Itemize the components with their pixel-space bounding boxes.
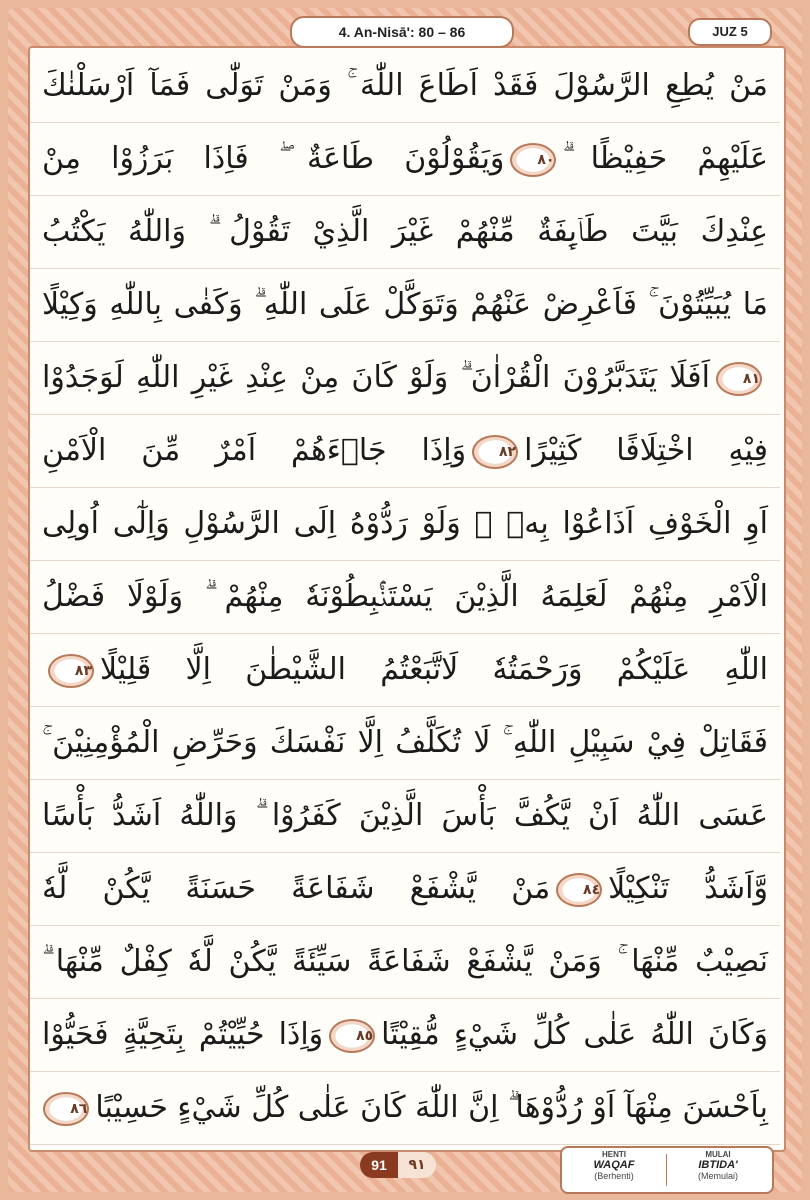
text-line-5: ٨١اَفَلَا يَتَدَبَّرُوْنَ الْقُرْاٰنَ ۗ وَلَوْ كَانَ مِنْ عِنْدِ غَيْرِ اللّٰهِ لَوَجَدُوْا (30, 342, 780, 415)
text-line-8: الْاَمْرِ مِنْهُمْ لَعَلِمَهُ الَّذِيْنَ يَسْتَنْۢبِطُوْنَهٗ مِنْهُمْ ۗ وَلَوْلَا فَضْلُ (30, 561, 780, 634)
text-line-15: بِاَحْسَنَ مِنْهَآ اَوْ رُدُّوْهَا ۗ اِنَّ اللّٰهَ كَانَ عَلٰى كُلِّ شَيْءٍ حَسِيْبًا٨٦ (30, 1072, 780, 1145)
text-line-9: اللّٰهِ عَلَيْكُمْ وَرَحْمَتُهٗ لَاتَّبَعْتُمُ الشَّيْطٰنَ اِلَّا قَلِيْلًا٨٣ (30, 634, 780, 707)
ayah-marker-86: ٨٦ (43, 1092, 89, 1126)
ayah-marker-81: ٨١ (716, 362, 762, 396)
text-line-6: فِيْهِ اخْتِلَافًا كَثِيْرًا٨٢وَاِذَا جَاۤءَهُمْ اَمْرٌ مِّنَ الْاَمْنِ (30, 415, 780, 488)
ayah-marker-82: ٨٢ (472, 435, 518, 469)
text-line-2: عَلَيْهِمْ حَفِيْظًا ۗ٨٠وَيَقُوْلُوْنَ طَاعَةٌ ۖ فَاِذَا بَرَزُوْا مِنْ (30, 123, 780, 196)
quran-text-lines (30, 50, 780, 1130)
text-line-14: وَكَانَ اللّٰهُ عَلٰى كُلِّ شَيْءٍ مُّقِيْتًا٨٥وَاِذَا حُيِّيْتُمْ بِتَحِيَّةٍ فَحَيُّوْا (30, 999, 780, 1072)
text-line-3: عِنْدِكَ بَيَّتَ طَاۤىِٕفَةٌ مِّنْهُمْ غَيْرَ الَّذِيْ تَقُوْلُ ۗ وَاللّٰهُ يَكْتُبُ (30, 196, 780, 269)
surah-title: 4. An-Nisā': 80 – 86 (290, 16, 514, 48)
text-line-10: فَقَاتِلْ فِيْ سَبِيْلِ اللّٰهِ ۚ لَا تُكَلَّفُ اِلَّا نَفْسَكَ وَحَرِّضِ الْمُؤْمِنِيْنَ ۚ (30, 707, 780, 780)
page-number-latin: 91 (360, 1152, 398, 1178)
juz-badge: JUZ 5 (688, 18, 772, 46)
legend-waqaf: HENTI WAQAF (Berhenti) (593, 1150, 635, 1181)
text-line-4: مَا يُبَيِّتُوْنَ ۚ فَاَعْرِضْ عَنْهُمْ وَتَوَكَّلْ عَلَى اللّٰهِ ۗ وَكَفٰى بِاللّٰهِ وَكِيْلًا (30, 269, 780, 342)
legend-ibtida: MULAI IBTIDA' (Memulai) (697, 1150, 738, 1181)
text-line-13: نَصِيْبٌ مِّنْهَا ۚ وَمَنْ يَّشْفَعْ شَفَاعَةً سَيِّئَةً يَّكُنْ لَّهٗ كِفْلٌ مِّنْهَا ۗ (30, 926, 780, 999)
ayah-marker-85: ٨٥ (329, 1019, 375, 1053)
text-line-7: اَوِ الْخَوْفِ اَذَاعُوْا بِهٖ ۗ وَلَوْ رَدُّوْهُ اِلَى الرَّسُوْلِ وَاِلٰٓى اُولِى (30, 488, 780, 561)
legend-divider (666, 1154, 667, 1186)
page-number-arabic: ٩١ (398, 1152, 436, 1178)
page-header (0, 0, 810, 40)
text-line-1: مَنْ يُطِعِ الرَّسُوْلَ فَقَدْ اَطَاعَ اللّٰهَ ۚ وَمَنْ تَوَلّٰى فَمَآ اَرْسَلْنٰكَ (30, 50, 780, 123)
text-line-12: وَّاَشَدُّ تَنْكِيْلًا٨٤مَنْ يَّشْفَعْ شَفَاعَةً حَسَنَةً يَّكُنْ لَّهٗ (30, 853, 780, 926)
waqaf-ibtida-legend (560, 1146, 774, 1194)
text-line-11: عَسَى اللّٰهُ اَنْ يَّكُفَّ بَأْسَ الَّذِيْنَ كَفَرُوْا ۗ وَاللّٰهُ اَشَدُّ بَأْسًا (30, 780, 780, 853)
ayah-marker-80: ٨٠ (510, 143, 556, 177)
ayah-marker-84: ٨٤ (556, 873, 602, 907)
ayah-marker-83: ٨٣ (48, 654, 94, 688)
page-number (340, 1148, 470, 1182)
